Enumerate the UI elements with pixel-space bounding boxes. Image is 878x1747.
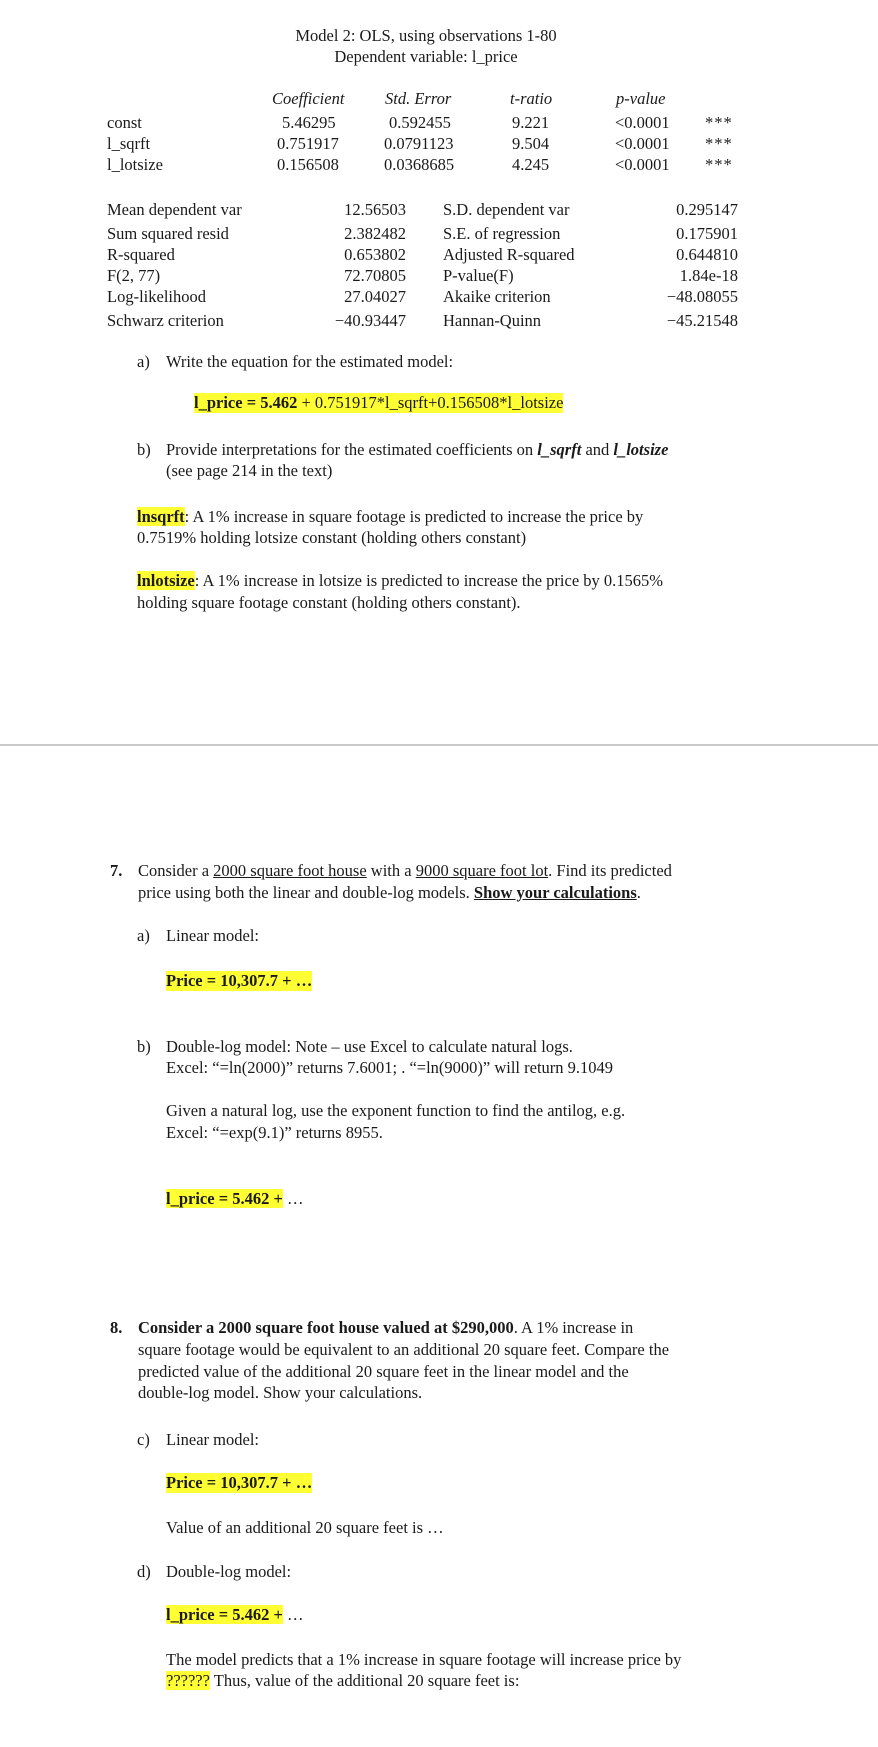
stat-value: 72.70805	[344, 266, 406, 285]
stat-value: 0.653802	[344, 245, 406, 264]
model-title: Model 2: OLS, using observations 1-80	[295, 26, 557, 45]
q8-line1-rest: . A 1% increase in	[513, 1318, 634, 1337]
question-7-line2	[138, 883, 641, 903]
question-a-text: Write the equation for the estimated model:	[166, 352, 454, 371]
q7a-label: a)	[137, 926, 150, 945]
stat-value: 0.644810	[676, 245, 738, 264]
row-stars: ***	[705, 155, 733, 174]
row-coef: 0.751917	[277, 134, 339, 153]
q8d-equation-rest: …	[282, 1605, 304, 1624]
q7b-line1: Double-log model: Note – use Excel to calculate natural logs.	[166, 1037, 573, 1056]
q8c-equation: Price = 10,307.7 + …	[166, 1473, 313, 1492]
stat-value: 0.175901	[676, 224, 738, 243]
answer-lnlotsize-label: lnlotsize	[137, 571, 195, 590]
equation-lhs: l_price = 5.462	[194, 393, 298, 412]
stat-label: P-value(F)	[443, 266, 514, 285]
q8c-text: Linear model:	[166, 1430, 260, 1449]
q7-post: . Find its predicted	[548, 861, 672, 880]
q7-line2-pre: price using both the linear and double-log models.	[138, 883, 474, 902]
q8d-label: d)	[137, 1562, 151, 1581]
question-8-line2: square footage would be equivalent to an additional 20 square feet. Compare the	[138, 1340, 670, 1359]
row-p: <0.0001	[615, 113, 670, 132]
estimated-equation	[194, 393, 563, 413]
q7-pre: Consider a	[138, 861, 214, 880]
equation-rhs: + 0.751917*l_sqrft+0.156508*l_lotsize	[297, 393, 564, 412]
stat-value: 1.84e-18	[679, 266, 738, 285]
stat-label: S.D. dependent var	[443, 200, 570, 219]
stat-value: 0.295147	[676, 200, 738, 219]
q7b-equation-main: l_price = 5.462 +	[166, 1189, 283, 1208]
header-coefficient: Coefficient	[272, 89, 345, 108]
stat-label: Schwarz criterion	[107, 311, 224, 330]
question-b-prefix: Provide interpretations for the estimated coefficients on	[166, 440, 538, 459]
q8d-equation-main: l_price = 5.462 +	[166, 1605, 283, 1624]
q7b-equation-rest: …	[282, 1189, 304, 1208]
row-se: 0.0368685	[384, 155, 455, 174]
stat-value: 2.382482	[344, 224, 406, 243]
row-coef: 0.156508	[277, 155, 339, 174]
q7b-line3: Given a natural log, use the exponent function to find the antilog, e.g.	[166, 1101, 626, 1120]
stat-label: S.E. of regression	[443, 224, 561, 243]
row-t: 9.221	[512, 113, 550, 132]
q7b-label: b)	[137, 1037, 151, 1056]
row-t: 4.245	[512, 155, 550, 174]
q7-lot: 9000 square foot lot	[415, 861, 549, 880]
q8d-question-marks: ??????	[166, 1671, 210, 1690]
answer-lnlotsize-line2: holding square footage constant (holding others constant).	[137, 593, 521, 612]
question-8-line1	[138, 1318, 633, 1338]
stat-label: F(2, 77)	[107, 266, 161, 285]
question-7-number: 7.	[110, 861, 123, 880]
stat-label: R-squared	[107, 245, 175, 264]
q8d-line2-rest: Thus, value of the additional 20 square feet is:	[209, 1671, 520, 1690]
stat-label: Sum squared resid	[107, 224, 229, 243]
stat-value: −45.21548	[666, 311, 738, 330]
stat-value: 27.04027	[344, 287, 406, 306]
row-t: 9.504	[512, 134, 550, 153]
question-b-and: and	[581, 440, 614, 459]
stat-value: −40.93447	[334, 311, 406, 330]
q7-house: 2000 square foot house	[213, 861, 367, 880]
q7b-equation	[166, 1189, 304, 1209]
header-p-value: p-value	[616, 89, 666, 108]
q7b-line2: Excel: “=ln(2000)” returns 7.6001; . “=ln(9000)” will return 9.1049	[166, 1058, 614, 1077]
q8-bold: Consider a 2000 square foot house valued at $290,000	[138, 1318, 514, 1337]
q7a-equation: Price = 10,307.7 + …	[166, 971, 313, 990]
page-divider	[0, 744, 878, 746]
row-stars: ***	[705, 134, 733, 153]
stat-value: 12.56503	[344, 200, 406, 219]
row-stars: ***	[705, 113, 733, 132]
row-se: 0.0791123	[384, 134, 454, 153]
q7b-line4: Excel: “=exp(9.1)” returns 8955.	[166, 1123, 383, 1142]
q8d-text: Double-log model:	[166, 1562, 292, 1581]
header-t-ratio: t-ratio	[510, 89, 553, 108]
question-b-label: b)	[137, 440, 151, 459]
var-l-lotsize: l_lotsize	[613, 440, 669, 459]
question-a-label: a)	[137, 352, 150, 371]
q7a-text: Linear model:	[166, 926, 260, 945]
stat-label: Log-likelihood	[107, 287, 206, 306]
q8d-line1: The model predicts that a 1% increase in square footage will increase price by	[166, 1650, 682, 1669]
stat-label: Hannan-Quinn	[443, 311, 542, 330]
question-8-number: 8.	[110, 1318, 123, 1337]
answer-lnsqrft-text: : A 1% increase in square footage is predicted to increase the price by	[184, 507, 644, 526]
header-std-error: Std. Error	[385, 89, 452, 108]
stat-value: −48.08055	[666, 287, 738, 306]
q7-line2-end: .	[636, 883, 641, 902]
answer-lnlotsize-text: : A 1% increase in lotsize is predicted to increase the price by 0.1565%	[194, 571, 664, 590]
row-p: <0.0001	[615, 134, 670, 153]
row-p: <0.0001	[615, 155, 670, 174]
q7-mid: with a	[366, 861, 416, 880]
question-7-line1	[138, 861, 672, 881]
row-name: const	[107, 113, 142, 132]
stat-label: Akaike criterion	[443, 287, 551, 306]
row-coef: 5.46295	[282, 113, 336, 132]
stat-label: Adjusted R-squared	[443, 245, 575, 264]
dependent-variable: Dependent variable: l_price	[334, 47, 518, 66]
answer-lnsqrft-line2: 0.7519% holding lotsize constant (holding others constant)	[137, 528, 527, 547]
var-l-sqrft: l_sqrft	[537, 440, 582, 459]
row-name: l_sqrft	[107, 134, 151, 153]
question-b-line2: (see page 214 in the text)	[166, 461, 333, 480]
q8d-equation	[166, 1605, 304, 1625]
question-8-line3: predicted value of the additional 20 square feet in the linear model and the	[138, 1362, 629, 1381]
q8d-line2	[166, 1671, 519, 1691]
answer-lnsqrft	[137, 507, 643, 527]
answer-lnlotsize	[137, 571, 663, 591]
answer-lnsqrft-label: lnsqrft	[137, 507, 185, 526]
q7-show-calculations: Show your calculations	[473, 883, 637, 902]
row-name: l_lotsize	[107, 155, 163, 174]
question-8-line4: double-log model. Show your calculations.	[138, 1383, 423, 1402]
q8c-label: c)	[137, 1430, 150, 1449]
question-b-text	[166, 440, 668, 460]
stat-label: Mean dependent var	[107, 200, 242, 219]
q8c-value: Value of an additional 20 square feet is …	[166, 1518, 444, 1537]
row-se: 0.592455	[389, 113, 451, 132]
